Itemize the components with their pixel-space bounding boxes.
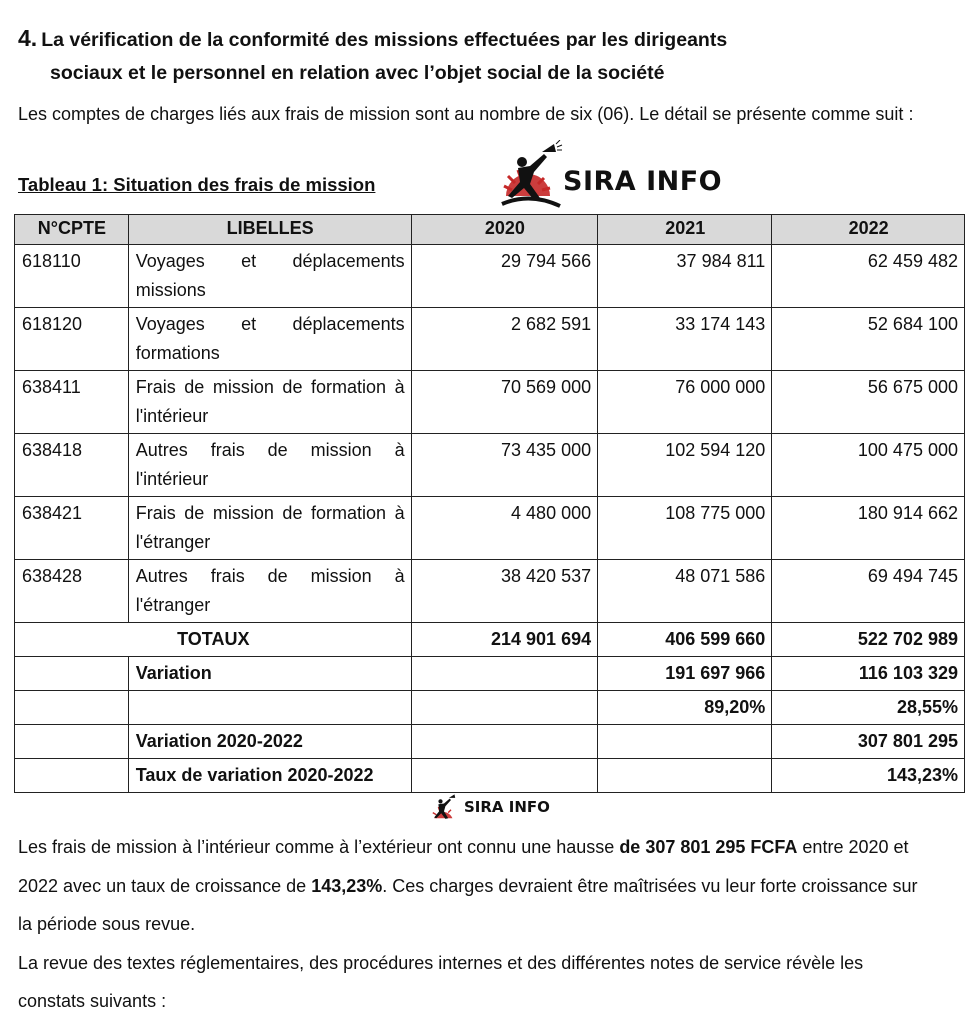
header-2020: 2020 xyxy=(411,215,598,245)
value-2020: 70 569 000 xyxy=(411,371,598,434)
value-2022: 69 494 745 xyxy=(772,560,965,623)
total-2020: 214 901 694 xyxy=(411,623,598,657)
empty-cell xyxy=(15,657,129,691)
empty-cell xyxy=(411,725,598,759)
sira-info-watermark xyxy=(430,792,630,822)
empty-cell xyxy=(411,657,598,691)
variation-rate-2022: 28,55% xyxy=(772,691,965,725)
sira-info-watermark-text: SIRA INFO xyxy=(464,798,550,816)
growth-rate: 143,23% xyxy=(311,875,383,896)
conclusion-text: . Ces charges devraient être maîtrisées vu leur forte croissance sur la période sous revue. xyxy=(18,875,918,935)
variation-rate-row xyxy=(15,691,965,725)
table-row xyxy=(15,560,965,623)
account-label: Voyages et déplacements formations xyxy=(128,308,411,371)
value-2020: 2 682 591 xyxy=(411,308,598,371)
value-2021: 108 775 000 xyxy=(598,497,772,560)
rate-2020-2022-label: Taux de variation 2020-2022 xyxy=(128,759,411,793)
total-2021: 406 599 660 xyxy=(598,623,772,657)
variation-row xyxy=(15,657,965,691)
value-2021: 76 000 000 xyxy=(598,371,772,434)
empty-cell xyxy=(411,691,598,725)
empty-cell xyxy=(128,691,411,725)
section-heading-line-2: sociaux et le personnel en relation avec l’objet social de la société xyxy=(50,62,665,84)
increase-amount: de 307 801 295 FCFA xyxy=(619,837,798,857)
account-number: 618110 xyxy=(15,245,129,308)
value-2022: 180 914 662 xyxy=(772,497,965,560)
variation-2020-2022-row xyxy=(15,725,965,759)
account-number: 638421 xyxy=(15,497,129,560)
header-account: N°CPTE xyxy=(15,215,129,245)
section-number: 4. xyxy=(18,25,38,51)
value-2020: 29 794 566 xyxy=(411,245,598,308)
table-row xyxy=(15,434,965,497)
account-label: Autres frais de mission à l'étranger xyxy=(128,560,411,623)
section-heading xyxy=(18,22,918,90)
header-label: LIBELLES xyxy=(128,215,411,245)
variation-2020-2022-value: 307 801 295 xyxy=(772,725,965,759)
empty-cell xyxy=(15,759,129,793)
account-number: 618120 xyxy=(15,308,129,371)
rate-2020-2022-row xyxy=(15,759,965,793)
value-2022: 100 475 000 xyxy=(772,434,965,497)
table-caption: Tableau 1: Situation des frais de mission xyxy=(18,174,376,195)
account-number: 638418 xyxy=(15,434,129,497)
value-2020: 73 435 000 xyxy=(411,434,598,497)
total-2022: 522 702 989 xyxy=(772,623,965,657)
variation-rate-2021: 89,20% xyxy=(598,691,772,725)
header-2022: 2022 xyxy=(772,215,965,245)
value-2021: 48 071 586 xyxy=(598,560,772,623)
value-2021: 102 594 120 xyxy=(598,434,772,497)
value-2021: 33 174 143 xyxy=(598,308,772,371)
totals-row xyxy=(15,623,965,657)
empty-cell xyxy=(598,759,772,793)
empty-cell xyxy=(15,725,129,759)
value-2022: 52 684 100 xyxy=(772,308,965,371)
conclusion-paragraph-1 xyxy=(18,828,918,944)
account-label: Frais de mission de formation à l'étranger xyxy=(128,497,411,560)
intro-paragraph: Les comptes de charges liés aux frais de mission sont au nombre de six (06). Le détail se présente comme suit : xyxy=(18,104,914,124)
table-row xyxy=(15,308,965,371)
variation-2021: 191 697 966 xyxy=(598,657,772,691)
value-2021: 37 984 811 xyxy=(598,245,772,308)
variation-2020-2022-label: Variation 2020-2022 xyxy=(128,725,411,759)
empty-cell xyxy=(15,691,129,725)
variation-2022: 116 103 329 xyxy=(772,657,965,691)
conclusion-paragraph-2: La revue des textes réglementaires, des procédures internes et des différentes notes de service révèle les constats suivants : xyxy=(18,952,864,1012)
account-label: Voyages et déplacements missions xyxy=(128,245,411,308)
empty-cell xyxy=(598,725,772,759)
rate-2020-2022-value: 143,23% xyxy=(772,759,965,793)
table-row xyxy=(15,497,965,560)
value-2020: 4 480 000 xyxy=(411,497,598,560)
value-2022: 62 459 482 xyxy=(772,245,965,308)
account-label: Autres frais de mission à l'intérieur xyxy=(128,434,411,497)
megaphone-figure-icon xyxy=(430,793,458,821)
value-2022: 56 675 000 xyxy=(772,371,965,434)
value-2020: 38 420 537 xyxy=(411,560,598,623)
variation-label: Variation xyxy=(128,657,411,691)
conclusion-text: Les frais de mission à l’intérieur comme à l’extérieur ont connu une hausse xyxy=(18,837,620,857)
table-row xyxy=(15,371,965,434)
mission-expenses-table xyxy=(14,214,965,793)
megaphone-figure-icon xyxy=(500,140,570,208)
sira-info-logo xyxy=(500,140,730,208)
account-number: 638428 xyxy=(15,560,129,623)
sira-info-brand: SIRA INFO xyxy=(563,166,723,197)
table-row xyxy=(15,245,965,308)
account-label: Frais de mission de formation à l'intérieur xyxy=(128,371,411,434)
conclusion xyxy=(18,828,918,1021)
empty-cell xyxy=(411,759,598,793)
section-heading-line-1: La vérification de la conformité des missions effectuées par les dirigeants xyxy=(41,29,728,51)
table-header-row xyxy=(15,215,965,245)
totals-label: TOTAUX xyxy=(15,623,412,657)
account-number: 638411 xyxy=(15,371,129,434)
header-2021: 2021 xyxy=(598,215,772,245)
conclusion-text: entre 2020 et 2022 avec un taux de croissance de xyxy=(18,837,909,896)
